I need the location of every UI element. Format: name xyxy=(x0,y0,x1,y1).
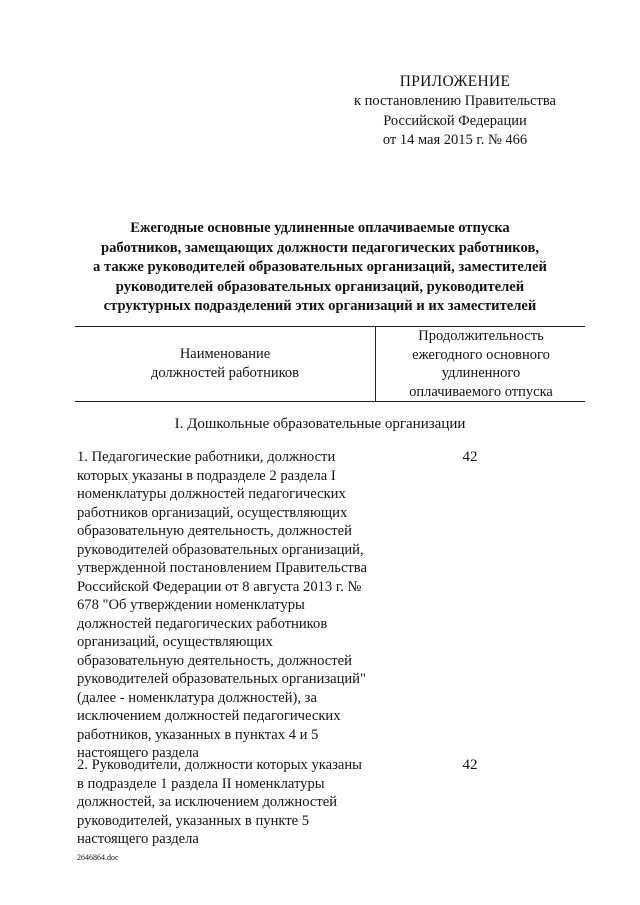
footer-file-name: 2646864.doc xyxy=(77,853,119,862)
document-title-line: структурных подразделений этих организаций и их заместителей xyxy=(103,298,537,315)
section-title: I. Дошкольные образовательные организации xyxy=(174,416,466,432)
table-row-1-text: 1. Педагогические работники, должности которых указаны в подразделе 2 раздела I номенклатуры должностей педагогических работников организаций, осуществляющих образовательную деятельность, должностей руководителей образовательных организаций, утвержденной постановлением Правительства Российской Федерации от 8 августа 2013 г. № 678 "Об утверждении номенклатуры должностей педагогических работников организаций, осуществляющих образовательную деятельность, должностей руководителей образовательных организаций" (далее - номенклатура должностей), за исключением должностей педагогических работников, указанных в пунктах 4 и 5 настоящего раздела xyxy=(77,449,367,761)
appendix-title: ПРИЛОЖЕНИЕ xyxy=(399,73,511,90)
column-header-leave-duration: Продолжительность ежегодного основного удлиненного оплачиваемого отпуска xyxy=(409,328,553,400)
table-row-2-text: 2. Руководители, должности которых указаны в подразделе 1 раздела II номенклатуры должностей, за исключением должностей руководителей, указанных в пункте 5 настоящего раздела xyxy=(77,757,362,847)
document-title-line: Ежегодные основные удлиненные оплачиваемые отпуска xyxy=(130,220,510,236)
document-title-line: руководителей образовательных организаций, руководителей xyxy=(115,278,525,295)
document-title-line: работников, замещающих должности педагогических работников, xyxy=(100,239,539,256)
table-row-2-value: 42 xyxy=(462,757,478,773)
column-header-position-name: Наименование должностей работников xyxy=(150,346,300,381)
document-title-line: а также руководителей образовательных организаций, заместителей xyxy=(93,259,547,276)
appendix-header xyxy=(330,72,580,151)
appendix-line-federation: Российской Федерации xyxy=(383,112,527,129)
appendix-line-resolution: к постановлению Правительства xyxy=(354,93,556,109)
table-row-1-value: 42 xyxy=(462,449,478,465)
table-header-bottom-rule xyxy=(75,401,585,402)
appendix-line-date-number: от 14 мая 2015 г. № 466 xyxy=(382,132,528,148)
document-title xyxy=(60,219,580,317)
